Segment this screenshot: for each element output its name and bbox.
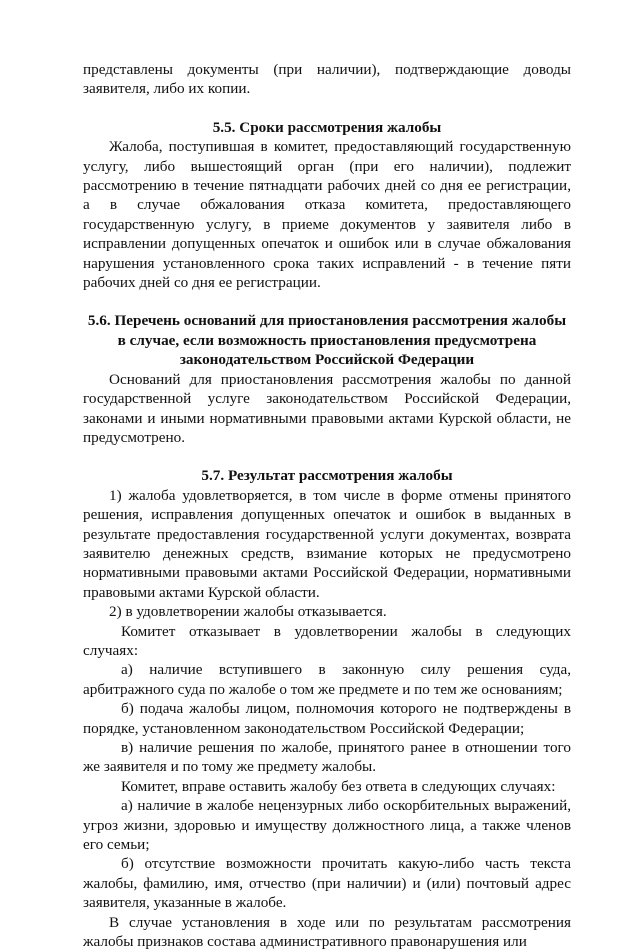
section-5-5-paragraph: Жалоба, поступившая в комитет, предоставляющий государственную услугу, либо вышестоящий орган (при его наличии), подлежит рассмотрению в течение пятнадцати рабочих дней со дня ее регистрации, а в случае обжалования отказа комитета, предоставляющего государственную услугу, в приеме документов у заявителя либо в исправлении допущенных опечаток и ошибок или в случае обжалования нарушения установленного срока таких исправлений - в течение пяти рабочих дней со дня ее регистрации. — [83, 138, 571, 292]
section-5-7-paragraph-8: а) наличие в жалобе нецензурных либо оскорбительных выражений, угроз жизни, здоровью и имуществу должностного лица, а также членов его семьи; — [83, 797, 571, 854]
section-5-7-paragraph-7: Комитет, вправе оставить жалобу без ответа в следующих случаях: — [121, 777, 556, 795]
section-5-7-paragraph-4: а) наличие вступившего в законную силу решения суда, арбитражного суда по жалобе о том же предмете и по тем же основаниям; — [83, 661, 571, 698]
section-5-7-paragraph-3: Комитет отказывает в удовлетворении жалобы в следующих случаях: — [83, 622, 571, 659]
section-5-7-paragraph-5: б) подача жалобы лицом, полномочия которого не подтверждены в порядке, установленном законодательством Российской Федерации; — [83, 700, 571, 737]
section-5-5-heading: 5.5. Сроки рассмотрения жалобы — [212, 118, 442, 136]
intro-paragraph: представлены документы (при наличии), подтверждающие доводы заявителя, либо их копии. — [83, 61, 571, 98]
section-5-7-paragraph-6: в) наличие решения по жалобе, принятого ранее в отношении того же заявителя и по тому же предмету жалобы. — [83, 739, 571, 776]
section-5-7-paragraph-9: б) отсутствие возможности прочитать какую-либо часть текста жалобы, фамилию, имя, отчество (при наличии) и (или) почтовый адрес заявителя, указанные в жалобе. — [83, 855, 571, 912]
section-5-6-heading: 5.6. Перечень оснований для приостановления рассмотрения жалобы в случае, если возможность приостановления предусмотрена законодательством Российской Федерации — [87, 312, 567, 369]
section-5-6-paragraph: Оснований для приостановления рассмотрения жалобы по данной государственной услуге законодательством Российской Федерации, законами и иными нормативными правовыми актами Курской области, не предусмотрено. — [83, 370, 571, 446]
section-5-7-heading: 5.7. Результат рассмотрения жалобы — [201, 467, 453, 485]
document-page — [83, 60, 571, 951]
section-5-7-paragraph-2: 2) в удовлетворении жалобы отказывается. — [109, 603, 387, 621]
section-5-7-paragraph-1: 1) жалоба удовлетворяется, в том числе в форме отмены принятого решения, исправления допущенных опечаток и ошибок в выданных в результате предоставления государственной услуги документах, возврата заявителю денежных средств, взимание которых не предусмотрено нормативными правовыми актами Российской Федерации, нормативными правовыми актами Курской области. — [83, 486, 571, 601]
section-5-7-paragraph-10: В случае установления в ходе или по результатам рассмотрения жалобы признаков состава административного правонарушения или — [83, 913, 571, 951]
